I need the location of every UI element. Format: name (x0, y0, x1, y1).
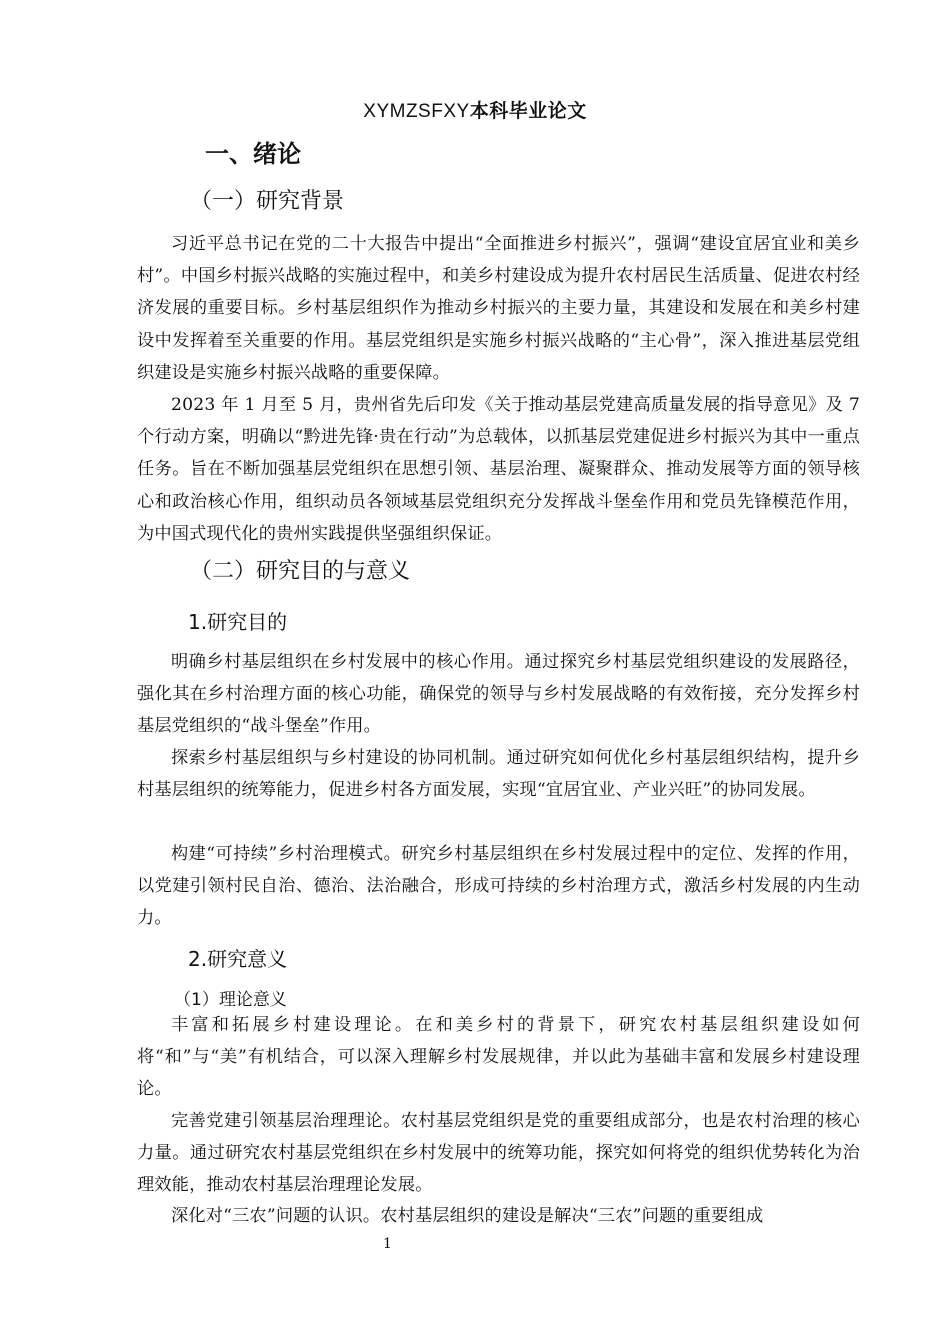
subsection-title-purpose: 1.研究目的 (188, 610, 288, 634)
header-code: XYMZSFXY (363, 101, 470, 122)
running-header (0, 96, 950, 123)
paragraph: 探索乡村基层组织与乡村建设的协同机制。通过研究如何优化乡村基层组织结构，提升乡村基层组织的统筹能力，促进乡村各方面发展，实现“宜居宜业、产业兴旺”的协同发展。 (137, 748, 860, 801)
page-number: 1 (383, 1236, 392, 1252)
section-title-background: （一）研究背景 (190, 189, 345, 214)
paragraph: 完善党建引领基层治理理论。农村基层党组织是党的重要组成部分，也是农村治理的核心力量。通过研究农村基层党组织在乡村发展中的统筹功能，探究如何将党的组织优势转化为治理效能，推动农村基层治理理论发展。 (137, 1111, 860, 1196)
paragraph: 明确乡村基层组织在乡村发展中的核心作用。通过探究乡村基层党组织建设的发展路径，强化其在乡村治理方面的核心功能，确保党的领导与乡村发展战略的有效衔接，充分发挥乡村基层党组织的“战斗堡垒”作用。 (137, 652, 860, 737)
paragraph: 深化对“三农”问题的认识。农村基层组织的建设是解决“三农”问题的重要组成 (171, 1206, 764, 1226)
header-title: 本科毕业论文 (469, 100, 587, 122)
paragraph: 习近平总书记在党的二十大报告中提出“全面推进乡村振兴”，强调“建设宜居宜业和美乡村”。中国乡村振兴战略的实施过程中，和美乡村建设成为提升农村居民生活质量、促进农村经济发展的重要目标。乡村基层组织作为推动乡村振兴的主要力量，其建设和发展在和美乡村建设中发挥着至关重要的作用。基层党组织是实施乡村振兴战略的“主心骨”，深入推进基层党组织建设是实施乡村振兴战略的重要保障。 (137, 234, 860, 383)
paragraph: 2023 年 1 月至 5 月，贵州省先后印发《关于推动基层党建高质量发展的指导意见》及 7 个行动方案，明确以“黔进先锋·贵在行动”为总载体，以抓基层党建促进乡村振兴为其中一重点任务。旨在不断加强基层党组织在思想引领、基层治理、凝聚群众、推动发展等方面的领导核心和政治核心作用，组织动员各领域基层党组织充分发挥战斗堡垒作用和党员先锋模范作用，为中国式现代化的贵州实践提供坚强组织保证。 (137, 395, 860, 544)
subsection-title-significance: 2.研究意义 (188, 947, 288, 971)
chapter-title: 一、绪论 (205, 140, 301, 168)
section-title-purpose: （二）研究目的与意义 (190, 559, 411, 584)
sub-subsection-title-theory: （1）理论意义 (174, 990, 287, 1010)
paragraph: 丰富和拓展乡村建设理论。在和美乡村的背景下，研究农村基层组织建设如何将“和”与“美”有机结合，可以深入理解乡村发展规律，并以此为基础丰富和发展乡村建设理论。 (137, 1015, 860, 1100)
paragraph: 构建“可持续”乡村治理模式。研究乡村基层组织在乡村发展过程中的定位、发挥的作用，以党建引领村民自治、德治、法治融合，形成可持续的乡村治理方式，激活乡村发展的内生动力。 (137, 844, 860, 929)
